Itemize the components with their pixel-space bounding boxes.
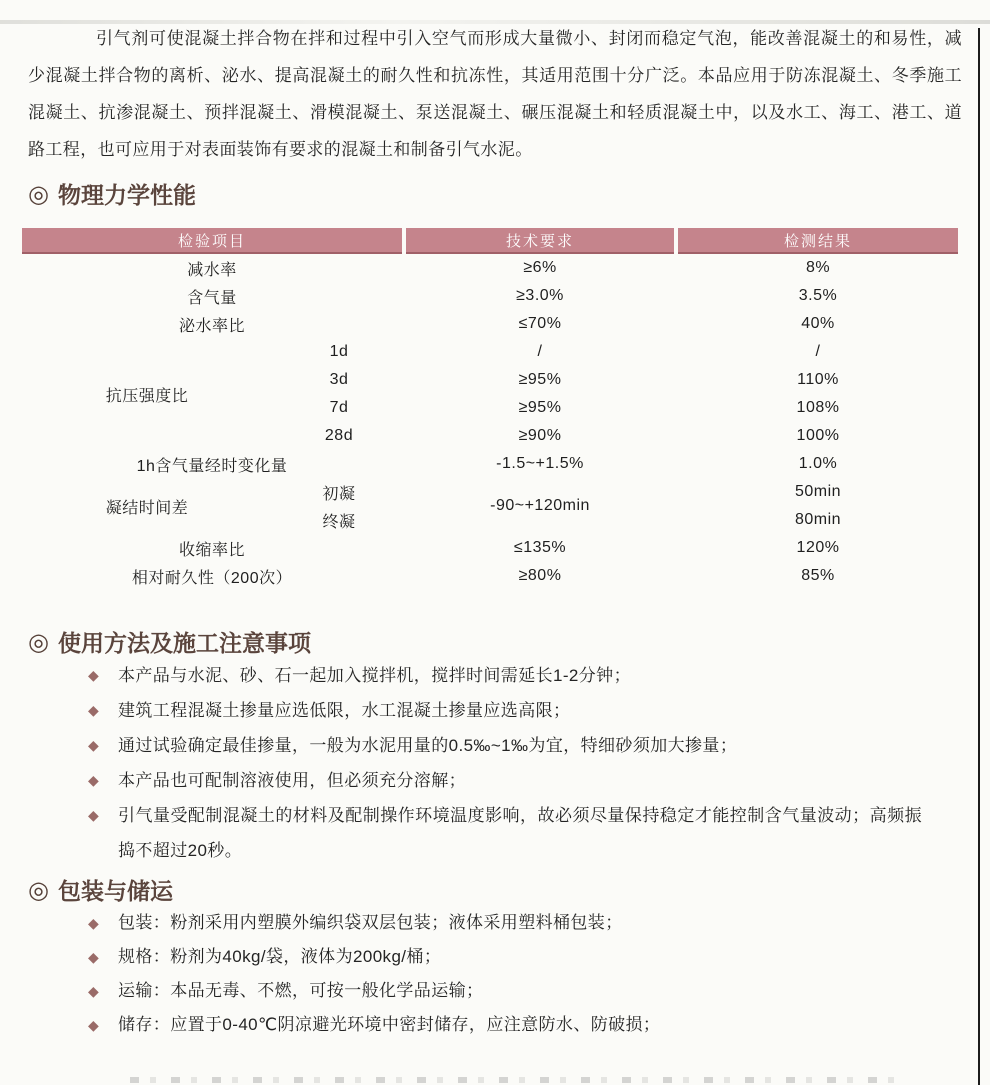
packaging-bullet-list [28,906,962,1042]
section-heading-physical-properties [28,180,962,210]
list-item-text: 包装：粉剂采用内塑膜外编织袋双层包装；液体采用塑料桶包装； [118,913,623,932]
list-item [28,906,962,940]
section-heading-usage-notes [28,628,962,658]
section-title: 使用方法及施工注意事项 [57,630,311,656]
diamond-bullet-icon: ◆ [88,772,100,788]
requirement-cell: -1.5~+1.5% [496,455,584,472]
requirement-cell: ≤135% [513,539,567,556]
list-item-text: 规格：粉剂为40kg/袋，液体为200kg/桶； [118,947,442,966]
table-row [22,282,958,310]
table-row [22,310,958,338]
section-title: 包装与储运 [57,878,173,904]
item-group-cell: 抗压强度比 [105,387,189,405]
result-cell: 1.0% [798,455,838,472]
list-item [28,1008,962,1042]
section-marker-icon: ◎ [28,629,49,656]
result-cell: 120% [796,539,840,556]
performance-table [18,228,962,590]
scan-edge-smudge [0,20,990,24]
item-sub-cell: 7d [329,399,349,416]
item-sub-cell: 3d [329,371,349,388]
requirement-cell: ≤70% [518,315,562,332]
cutoff-text-remnant [130,1077,900,1083]
item-group-cell: 凝结时间差 [105,499,189,517]
requirement-cell: ≥3.0% [516,287,564,304]
list-item-text: 引气量受配制混凝土的材料及配制操作环境温度影响，故必须尽量保持稳定才能控制含气量波动；高频振捣不超过20秒。 [118,806,922,860]
usage-bullet-list [28,658,962,868]
requirement-cell: / [537,343,543,360]
list-item-text: 储存：应置于0-40℃阴凉避光环境中密封储存，应注意防水、防破损； [118,1015,661,1034]
table-row [22,254,958,282]
requirement-cell: ≥6% [523,259,557,276]
result-cell: 8% [805,259,831,276]
diamond-bullet-icon: ◆ [88,949,100,965]
table-row [22,450,958,478]
result-cell: 3.5% [798,287,838,304]
list-item [28,658,962,693]
requirement-cell: ≥95% [518,399,562,416]
section-title: 物理力学性能 [57,182,196,208]
requirement-cell: ≥90% [518,427,562,444]
result-cell: 100% [796,427,840,444]
diamond-bullet-icon: ◆ [88,1017,100,1033]
section-marker-icon: ◎ [28,877,49,904]
item-cell: 含气量 [187,289,237,307]
table-header-row [22,228,958,254]
list-item [28,728,962,763]
diamond-bullet-icon: ◆ [88,737,100,753]
diamond-bullet-icon: ◆ [88,915,100,931]
column-header-result: 检测结果 [678,228,958,254]
result-cell: 40% [801,315,835,332]
list-item [28,798,962,868]
result-cell: / [815,343,821,360]
item-sub-cell: 终凝 [322,513,356,531]
list-item-text: 本产品也可配制溶液使用，但必须充分溶解； [118,771,466,790]
list-item-text: 建筑工程混凝土掺量应选低限，水工混凝土掺量应选高限； [118,701,571,720]
intro-paragraph: 引气剂可使混凝土拌合物在拌和过程中引入空气而形成大量微小、封闭而稳定气泡，能改善混凝土的和易性，减少混凝土拌合物的离析、泌水、提高混凝土的耐久性和抗冻性，其适用范围十分广泛。本品应用于防冻混凝土、冬季施工混凝土、抗渗混凝土、预拌混凝土、滑模混凝土、泵送混凝土、碾压混凝土和轻质混凝土中，以及水工、海工、港工、道路工程，也可应用于对表面装饰有要求的混凝土和制备引气水泥。 [28,29,962,159]
diamond-bullet-icon: ◆ [88,667,100,683]
result-cell: 108% [796,399,840,416]
page-edge-line [978,28,980,1085]
diamond-bullet-icon: ◆ [88,702,100,718]
table-row [22,338,958,366]
table-row [22,478,958,506]
list-item-text: 运输：本品无毒、不燃，可按一般化学品运输； [118,981,484,1000]
section-heading-packaging-storage [28,876,962,906]
result-cell: 110% [797,371,839,388]
requirement-cell: ≥95% [518,371,562,388]
list-item-text: 本产品与水泥、砂、石一起加入搅拌机，搅拌时间需延长1-2分钟； [118,666,631,685]
requirement-cell: ≥80% [518,567,562,584]
item-sub-cell: 初凝 [322,485,356,503]
list-item [28,940,962,974]
document-page [0,20,990,1042]
item-sub-cell: 28d [324,427,354,444]
item-sub-cell: 1d [329,343,349,360]
table-row [22,534,958,562]
item-cell: 收缩率比 [179,541,246,559]
result-cell: 85% [801,567,835,584]
requirement-cell: -90~+120min [490,497,590,514]
item-cell: 相对耐久性（200次） [131,569,293,587]
list-item [28,974,962,1008]
result-cell: 80min [794,511,842,528]
item-cell: 减水率 [187,261,237,279]
list-item [28,693,962,728]
item-cell: 1h含气量经时变化量 [136,457,288,475]
table-row [22,562,958,590]
section-marker-icon: ◎ [28,181,49,208]
diamond-bullet-icon: ◆ [88,807,100,823]
result-cell: 50min [794,483,842,500]
list-item [28,763,962,798]
item-cell: 泌水率比 [179,317,246,335]
column-header-item: 检验项目 [22,228,402,254]
list-item-text: 通过试验确定最佳掺量，一般为水泥用量的0.5‰~1‰为宜，特细砂须加大掺量； [118,736,738,755]
column-header-requirement: 技术要求 [406,228,674,254]
diamond-bullet-icon: ◆ [88,983,100,999]
